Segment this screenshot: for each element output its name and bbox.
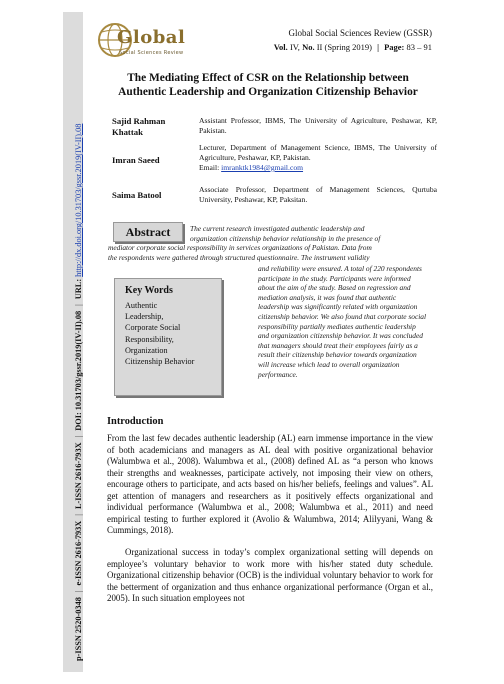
doi-url-link[interactable]: http://dx.doi.org/10.31703/gssr.2019(IV-II).08 <box>74 123 83 277</box>
author-name-line: Sajid Rahman <box>112 116 166 126</box>
abstract-line: and reliability were ensured. A total of 220 respondents <box>258 264 422 273</box>
author-name <box>112 155 187 166</box>
author-email-line <box>199 163 437 173</box>
author-name-line: Khattak <box>112 126 143 137</box>
author-email-link[interactable]: imranktk1984@gmail.com <box>221 163 304 172</box>
title-line: The Mediating Effect of CSR on the Relationship between <box>127 72 409 84</box>
author-affiliation: Assistant Professor, IBMS, The University of Agriculture, Peshawar, KP, Pakistan. <box>199 116 437 135</box>
lissn: L-ISSN 2616-793X <box>74 442 83 510</box>
no-value: II (Spring 2019) <box>316 42 372 52</box>
journal-logo <box>95 17 190 63</box>
author-affiliation: Lecturer, Department of Management Science, IBMS, The University of Agriculture, Peshawar, KP, Pakistan. <box>199 143 437 162</box>
abstract-line: participate in the study. Participants were informed <box>258 273 411 283</box>
abstract-line: The current research investigated authentic leadership and <box>190 224 365 233</box>
author-affiliation: Associate Professor, Department of Management Sciences, Qurtuba University, Peshawar, KP, Paksitan. <box>199 185 437 204</box>
abstract-line: mediation analysis, it was found that authentic <box>258 292 397 302</box>
eissn: e-ISSN 2616-793X <box>74 520 83 586</box>
paper-title <box>105 71 431 99</box>
abstract-line: responsibility partially mediates authentic leadership <box>258 321 416 331</box>
vol-prefix: Vol. <box>273 42 288 52</box>
url-label: URL: <box>74 278 83 300</box>
keywords-title: Key Words <box>125 285 173 296</box>
keywords-box <box>114 278 222 396</box>
abstract-line: the respondents were gathered through structured questionnaire. The instrument validity <box>108 252 370 262</box>
logo-tagline: Social Sciences Review <box>119 50 184 56</box>
author-name <box>112 190 187 201</box>
abstract-line: and organization citizenship behavior. It was concluded <box>258 331 423 341</box>
author-name <box>112 116 187 137</box>
header-separator: | <box>377 42 379 52</box>
doi: DOI: 10.31703/gssr.2019(IV-II).08 <box>74 310 83 431</box>
keyword-item: Responsibility, <box>125 334 174 344</box>
abstract-line: organization citizenship behavior relationship in the presence of <box>190 233 381 243</box>
abstract-line: about the aim of the study. Based on regression and <box>258 283 411 293</box>
keyword-item: Corporate Social <box>125 323 181 333</box>
introduction-heading: Introduction <box>107 416 164 427</box>
abstract-line: that managers should treat their employees fairly as a <box>258 340 418 350</box>
abstract-line: mediator corporate social responsibility in services organizations of Pakistan. Data from <box>108 243 372 252</box>
keyword-item: Authentic <box>125 301 158 310</box>
abstract-section <box>108 219 428 397</box>
keyword-item: Citizenship Behavior <box>125 357 195 367</box>
keywords-list <box>125 300 194 367</box>
volume-line <box>274 42 432 52</box>
abstract-line: citizenship behavior. We also found that corporate social <box>258 312 427 321</box>
logo-word: Global <box>117 27 186 48</box>
author-name-line: Saima Batool <box>112 190 162 200</box>
abstract-line: performance. <box>258 369 298 379</box>
intro-paragraph-2: Organizational success in today’s complex organizational setting will depends on employee’s voluntary behavior to work more with his/her stated duty schedule. Organizational citizenship behavior (OCB) is the individual voluntary behavior to work for the betterment of organization and thus enhance organizational performance (Organ et al., 2005). In such situation employees not <box>107 547 433 603</box>
email-label: Email: <box>199 163 220 172</box>
author-name-line: Imran Saeed <box>112 155 160 165</box>
intro-paragraph-1: From the last few decades authentic leadership (AL) earn immense importance in the view of both academicians and managers as AL deal with positive organizational behavior (Walumbwa et al., 2008). Walumbwa et al., (2008) defined AL as “a person who knows their strengths and weaknesses, participate actively, not imposing their view on others, encourage others to participate, and acts based on his/her beliefs, feelings and values”. AL get attention of managers and researchers as it positively effects organizational and individual performance (Walumbwa et al., 2008; Walumbwa et al., 2011) and need empirical testing to further explored it (Avolio & Walumbwa, 2014; Alilyyani, Wang & Cummings, 2018). <box>107 433 433 535</box>
strip-text: p-ISSN 2520-0348|e-ISSN 2616-793X|L-ISSN 2616-793X|DOI: 10.31703/gssr.2019(IV-II).08|URL: http://dx.doi.org/10.31703/gssr.2019(IV-II).08 <box>74 123 83 661</box>
abstract-line: leadership was significantly related with organization <box>258 302 418 312</box>
author-affiliation-block <box>199 143 437 173</box>
vol-value: IV, <box>289 42 300 52</box>
pissn: p-ISSN 2520-0348 <box>74 597 83 661</box>
page-range: 83 – 91 <box>406 42 432 52</box>
identifier-strip <box>0 0 92 684</box>
keyword-item: Organization <box>125 345 168 355</box>
journal-name: Global Social Sciences Review (GSSR) <box>288 28 432 38</box>
title-line: Authentic Leadership and Organization Citizenship Behavior <box>118 86 418 98</box>
abstract-label: Abstract <box>113 222 183 242</box>
keyword-item: Leadership, <box>125 312 164 322</box>
abstract-line: result their citizenship behavior towards organization <box>258 350 417 360</box>
abstract-line: will increase which lead to overall organization <box>258 360 400 369</box>
page-prefix: Page: <box>384 42 405 52</box>
no-prefix: No. <box>302 42 315 52</box>
